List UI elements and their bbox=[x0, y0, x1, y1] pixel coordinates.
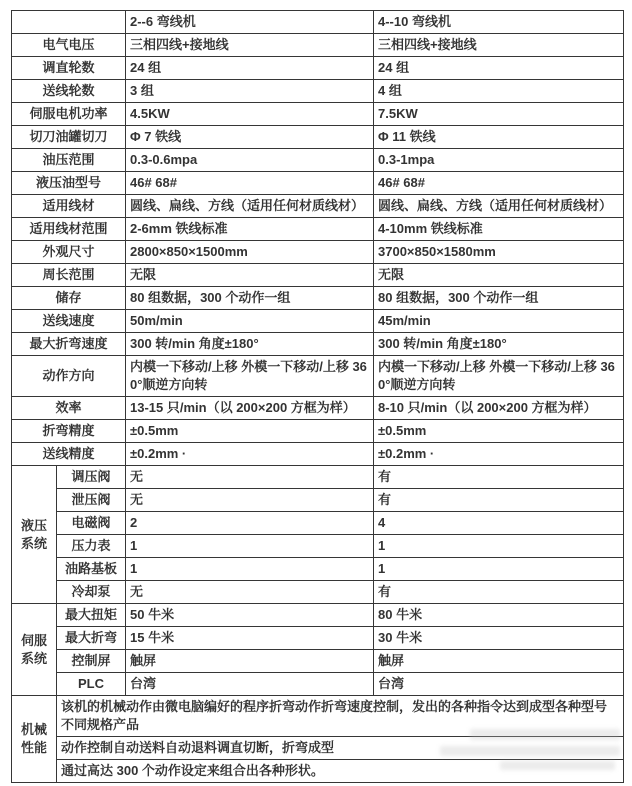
value-a: 80 组数据，300 个动作一组 bbox=[126, 287, 374, 310]
table-row-cooling-pump bbox=[12, 581, 624, 604]
section-label-mechanical: 机械性能 bbox=[12, 696, 57, 783]
row-label: 外观尺寸 bbox=[12, 241, 126, 264]
section-label-servo: 伺服系统 bbox=[12, 604, 57, 696]
value-b: 80 牛米 bbox=[374, 604, 624, 627]
value-b: 4 组 bbox=[374, 80, 624, 103]
table-row-mech-note-2 bbox=[12, 737, 624, 760]
row-label: 适用线材 bbox=[12, 195, 126, 218]
value-b: 有 bbox=[374, 466, 624, 489]
value-a: 50m/min bbox=[126, 310, 374, 333]
mechanical-note: 通过高达 300 个动作设定来组合出各种形状。 bbox=[57, 760, 624, 783]
row-label: 周长范围 bbox=[12, 264, 126, 287]
row-label: 电气电压 bbox=[12, 34, 126, 57]
value-b: 8-10 只/min（以 200×200 方框为样） bbox=[374, 397, 624, 420]
table-row-solenoid-valve bbox=[12, 512, 624, 535]
table-row-storage bbox=[12, 287, 624, 310]
value-b: ±0.5mm bbox=[374, 420, 624, 443]
row-label: 最大折弯 bbox=[57, 627, 126, 650]
row-label: 控制屏 bbox=[57, 650, 126, 673]
value-b: 三相四线+接地线 bbox=[374, 34, 624, 57]
value-a: 2800×850×1500mm bbox=[126, 241, 374, 264]
row-label: 送线速度 bbox=[12, 310, 126, 333]
table-row-hydraulic-oil-type bbox=[12, 172, 624, 195]
table-row-pressure-regulating-valve bbox=[12, 466, 624, 489]
value-b: 46# 68# bbox=[374, 172, 624, 195]
row-label: 压力表 bbox=[57, 535, 126, 558]
value-a: Φ 7 铁线 bbox=[126, 126, 374, 149]
value-b: 1 bbox=[374, 558, 624, 581]
value-b: 有 bbox=[374, 489, 624, 512]
table-row-applicable-wire bbox=[12, 195, 624, 218]
table-row-pressure-gauge bbox=[12, 535, 624, 558]
value-b: 触屏 bbox=[374, 650, 624, 673]
table-row-max-bend-speed bbox=[12, 333, 624, 356]
machine-spec-table bbox=[11, 10, 624, 783]
table-row-plc bbox=[12, 673, 624, 696]
value-a: ±0.5mm bbox=[126, 420, 374, 443]
value-a: 15 牛米 bbox=[126, 627, 374, 650]
value-a: 50 牛米 bbox=[126, 604, 374, 627]
value-b: 7.5KW bbox=[374, 103, 624, 126]
value-a: 13-15 只/min（以 200×200 方框为样） bbox=[126, 397, 374, 420]
value-a: 46# 68# bbox=[126, 172, 374, 195]
value-a: 1 bbox=[126, 535, 374, 558]
table-row-mech-note-3 bbox=[12, 760, 624, 783]
value-b: 80 组数据，300 个动作一组 bbox=[374, 287, 624, 310]
corner-cell bbox=[12, 11, 126, 34]
row-label: 电磁阀 bbox=[57, 512, 126, 535]
value-b: 30 牛米 bbox=[374, 627, 624, 650]
row-label: PLC bbox=[57, 673, 126, 696]
table-row-feed-speed bbox=[12, 310, 624, 333]
value-a: ±0.2mm · bbox=[126, 443, 374, 466]
value-b: 3700×850×1580mm bbox=[374, 241, 624, 264]
value-b: 圆线、扁线、方线（适用任何材质线材） bbox=[374, 195, 624, 218]
value-b: 台湾 bbox=[374, 673, 624, 696]
value-a: 无 bbox=[126, 489, 374, 512]
row-label: 泄压阀 bbox=[57, 489, 126, 512]
model-a-header: 2--6 弯线机 bbox=[126, 11, 374, 34]
value-a: 圆线、扁线、方线（适用任何材质线材） bbox=[126, 195, 374, 218]
mechanical-note: 该机的机械动作由微电脑编好的程序折弯动作折弯速度控制，发出的各种指令达到成型各种型号不同规格产品 bbox=[57, 696, 624, 737]
model-b-header: 4--10 弯线机 bbox=[374, 11, 624, 34]
table-row-dimensions bbox=[12, 241, 624, 264]
value-b: 4-10mm 铁线标准 bbox=[374, 218, 624, 241]
table-row-bend-precision bbox=[12, 420, 624, 443]
table-row-feed-precision bbox=[12, 443, 624, 466]
row-label: 效率 bbox=[12, 397, 126, 420]
table-row-servo-power bbox=[12, 103, 624, 126]
value-a: 台湾 bbox=[126, 673, 374, 696]
value-a: 2 bbox=[126, 512, 374, 535]
value-a: 无 bbox=[126, 466, 374, 489]
value-b: 45m/min bbox=[374, 310, 624, 333]
value-a: 无 bbox=[126, 581, 374, 604]
table-row-efficiency bbox=[12, 397, 624, 420]
value-b: 0.3-1mpa bbox=[374, 149, 624, 172]
spec-table-container bbox=[11, 10, 623, 783]
row-label: 折弯精度 bbox=[12, 420, 126, 443]
value-a: 1 bbox=[126, 558, 374, 581]
table-row-mech-note-1 bbox=[12, 696, 624, 737]
header-row bbox=[12, 11, 624, 34]
row-label: 送线轮数 bbox=[12, 80, 126, 103]
value-b: 内模一下移动/上移 外模一下移动/上移 360°顺逆方向转 bbox=[374, 356, 624, 397]
table-row-max-torque bbox=[12, 604, 624, 627]
row-label: 液压油型号 bbox=[12, 172, 126, 195]
value-a: 无限 bbox=[126, 264, 374, 287]
value-b: 300 转/min 角度±180° bbox=[374, 333, 624, 356]
table-row-wire-range bbox=[12, 218, 624, 241]
table-row-control-screen bbox=[12, 650, 624, 673]
value-a: 内模一下移动/上移 外模一下移动/上移 360°顺逆方向转 bbox=[126, 356, 374, 397]
row-label: 油压范围 bbox=[12, 149, 126, 172]
row-label: 送线精度 bbox=[12, 443, 126, 466]
row-label: 动作方向 bbox=[12, 356, 126, 397]
table-row-oil-circuit-base bbox=[12, 558, 624, 581]
table-row-relief-valve bbox=[12, 489, 624, 512]
row-label: 调压阀 bbox=[57, 466, 126, 489]
table-row-max-bend bbox=[12, 627, 624, 650]
value-b: 有 bbox=[374, 581, 624, 604]
table-row-feed-wheels bbox=[12, 80, 624, 103]
value-a: 三相四线+接地线 bbox=[126, 34, 374, 57]
row-label: 冷却泵 bbox=[57, 581, 126, 604]
table-row-cutter bbox=[12, 126, 624, 149]
table-row-action-direction bbox=[12, 356, 624, 397]
value-a: 触屏 bbox=[126, 650, 374, 673]
value-b: 无限 bbox=[374, 264, 624, 287]
row-label: 适用线材范围 bbox=[12, 218, 126, 241]
value-b: Φ 11 铁线 bbox=[374, 126, 624, 149]
value-a: 300 转/min 角度±180° bbox=[126, 333, 374, 356]
row-label: 油路基板 bbox=[57, 558, 126, 581]
value-b: 4 bbox=[374, 512, 624, 535]
section-label-hydraulic: 液压系统 bbox=[12, 466, 57, 604]
table-row-oil-pressure-range bbox=[12, 149, 624, 172]
table-row-straighten-wheels bbox=[12, 57, 624, 80]
value-a: 2-6mm 铁线标准 bbox=[126, 218, 374, 241]
value-a: 0.3-0.6mpa bbox=[126, 149, 374, 172]
row-label: 储存 bbox=[12, 287, 126, 310]
value-a: 3 组 bbox=[126, 80, 374, 103]
row-label: 伺服电机功率 bbox=[12, 103, 126, 126]
table-row-perimeter-range bbox=[12, 264, 624, 287]
value-b: 1 bbox=[374, 535, 624, 558]
value-b: 24 组 bbox=[374, 57, 624, 80]
value-a: 24 组 bbox=[126, 57, 374, 80]
row-label: 最大折弯速度 bbox=[12, 333, 126, 356]
row-label: 调直轮数 bbox=[12, 57, 126, 80]
row-label: 切刀油罐切刀 bbox=[12, 126, 126, 149]
row-label: 最大扭矩 bbox=[57, 604, 126, 627]
table-row-voltage bbox=[12, 34, 624, 57]
mechanical-note: 动作控制自动送料自动退料调直切断，折弯成型 bbox=[57, 737, 624, 760]
value-b: ±0.2mm · bbox=[374, 443, 624, 466]
value-a: 4.5KW bbox=[126, 103, 374, 126]
